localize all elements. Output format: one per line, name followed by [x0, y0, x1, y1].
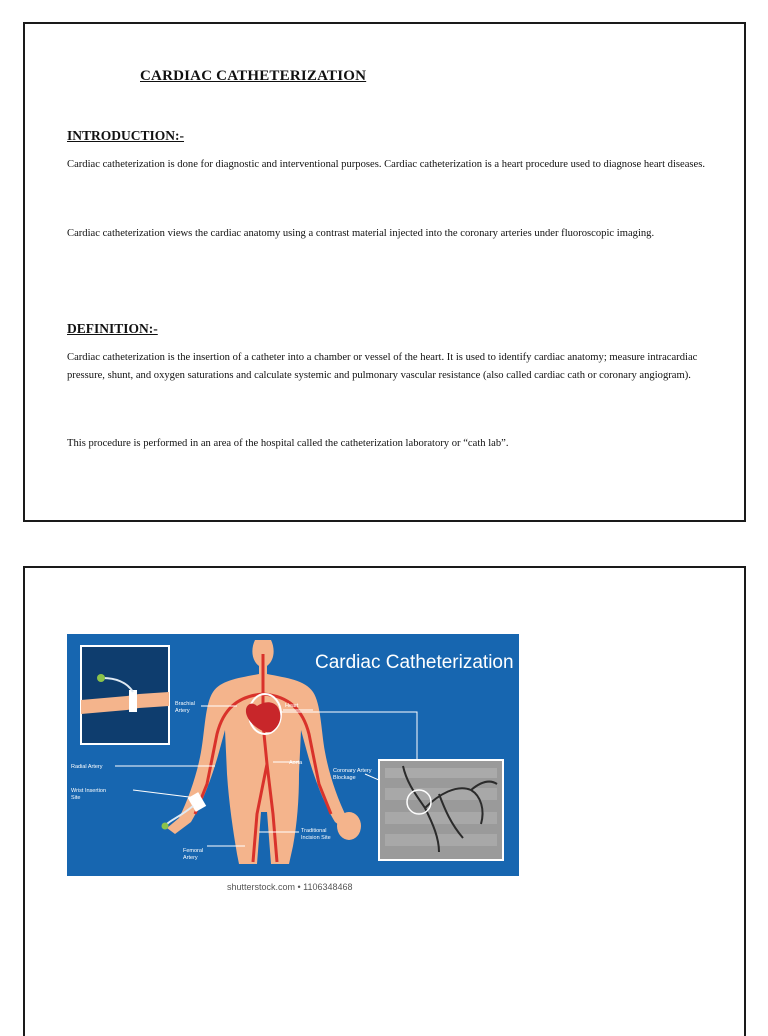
right-hand: [337, 812, 361, 840]
cardiac-catheterization-illustration: [67, 634, 519, 876]
arm-inset-panel: [81, 646, 169, 744]
inset-catheter-hub: [97, 674, 105, 682]
label-radial-artery: Radial Artery: [71, 764, 103, 770]
label-coronary-artery-blockage: Coronary Artery Blockage: [333, 768, 372, 781]
document-page-2: [23, 566, 746, 1036]
angiogram-inset-panel: [379, 760, 503, 860]
image-credit: shutterstock.com • 1106348468: [227, 882, 353, 892]
label-wrist-insertion-site: Wrist Insertion Site: [71, 788, 107, 801]
definition-paragraph-2: This procedure is performed in an area of the hospital called the catheterization laboratory or “cath lab”.: [67, 438, 509, 449]
illustration-title: Cardiac Catheterization: [315, 652, 514, 673]
label-traditional-incision-site: Traditional Incision Site: [301, 828, 331, 841]
document-title: CARDIAC CATHETERIZATION: [140, 68, 367, 84]
label-femoral-artery: Femoral Artery: [183, 848, 204, 861]
label-aorta: Aorta: [289, 760, 303, 766]
inset-wrist-band: [129, 690, 137, 712]
introduction-paragraph-2: Cardiac catheterization views the cardiac anatomy using a contrast material injected into the coronary arteries under fluoroscopic imaging.: [67, 228, 655, 239]
left-hand: [233, 810, 257, 838]
introduction-heading: INTRODUCTION:-: [67, 128, 185, 143]
wrist-catheter-hub: [162, 823, 169, 830]
document-page-1: [23, 22, 746, 522]
definition-paragraph-1: Cardiac catheterization is the insertion of a catheter into a chamber or vessel of the heart. It is used to identify cardiac anatomy; measure intracardiac pressure, shunt, and oxygen saturations and calculate systemic and pulmonary vascular resistance (also called cardiac cath or coronary angiogram).: [67, 352, 698, 381]
label-heart: Heart: [285, 703, 299, 709]
label-brachial-artery: Brachial Artery: [175, 701, 195, 714]
introduction-paragraph-1: Cardiac catheterization is done for diagnostic and interventional purposes. Cardiac catheterization is a heart procedure used to diagnose heart diseases.: [67, 159, 706, 170]
definition-heading: DEFINITION:-: [67, 321, 158, 336]
